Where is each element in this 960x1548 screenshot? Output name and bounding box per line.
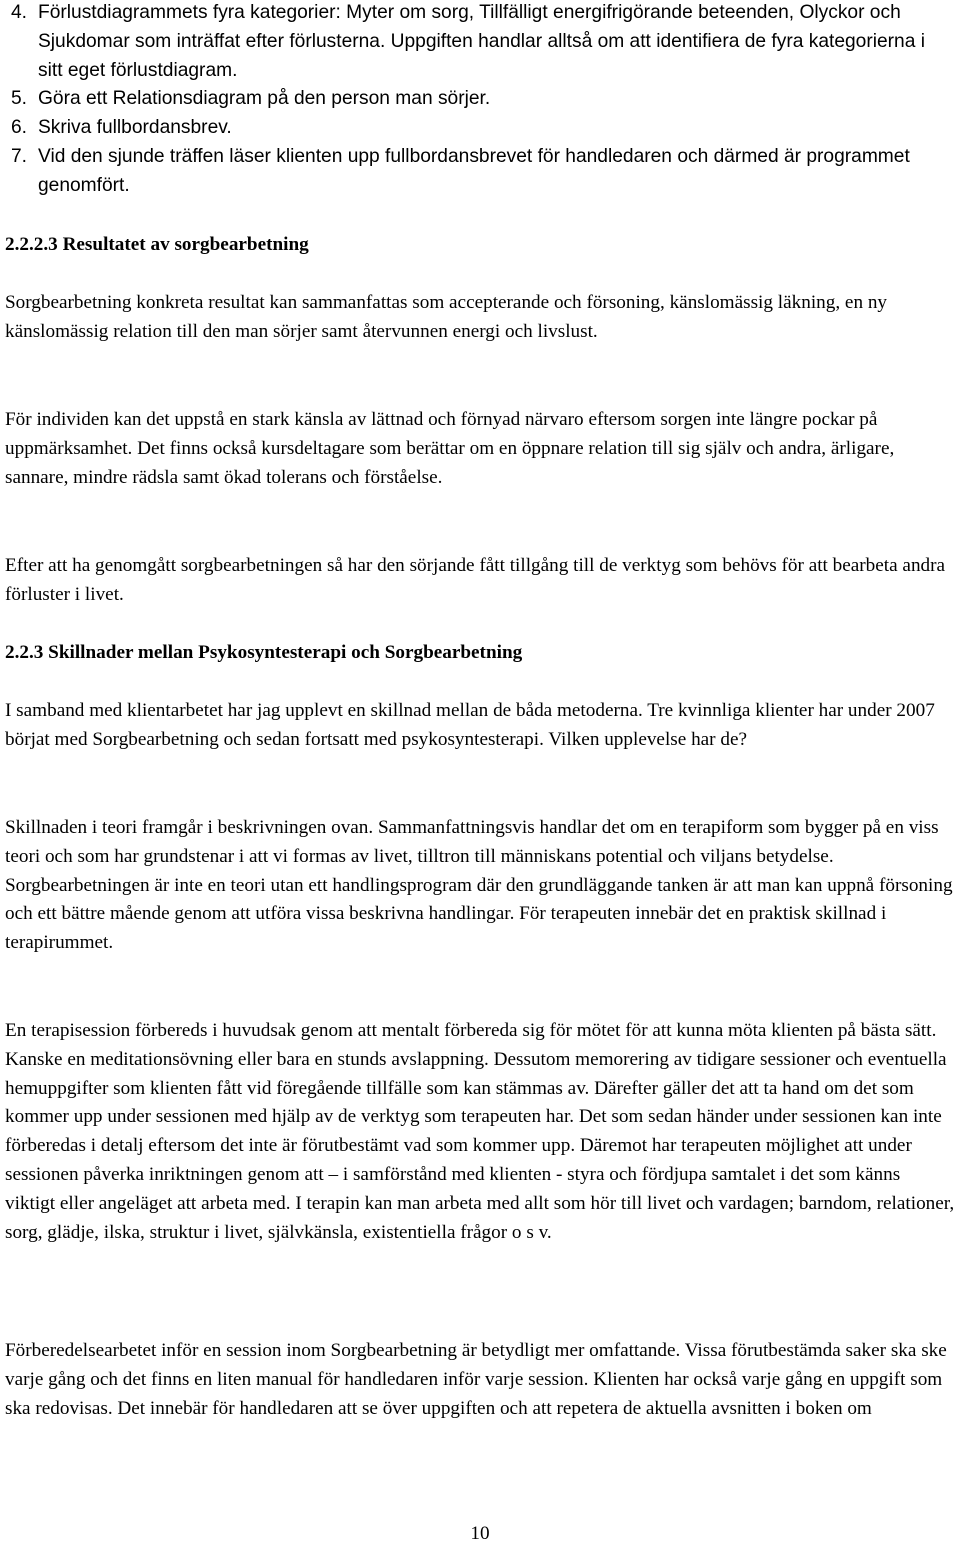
paragraph: Förberedelsearbetet inför en session inom Sorgbearbetning är betydligt mer omfattande. Vissa förutbestämda saker ska ske varje gång och det finns en liten manual för handledaren inför varje session. Klienten har också varje gång en uppgift som ska redovisas. Det innebär för handledaren att se över uppgiften och att repetera de aktuella avsnitten i boken om [5, 1340, 947, 1419]
section-heading-resultatet: 2.2.2.3 Resultatet av sorgbearbetning [5, 234, 309, 255]
list-number: 4. [10, 2, 27, 23]
list-number: 6. [10, 117, 27, 139]
paragraph: Skillnaden i teori framgår i beskrivningen ovan. Sammanfattningsvis handlar det om en terapiform som bygger på en viss teori och som har grundstenar i att vi formas av livet, tilltron till människans potential och viljans betydelse. Sorgbearbetningen är inte en teori utan ett handlingsprogram där den grundläggande tanken är att man kan uppnå försoning och ett bättre mående genom att utföra vissa beskrivna handlingar. För terapeuten innebär det en praktisk skillnad i terapirummet. [5, 817, 953, 954]
numbered-list [0, 0, 945, 201]
list-text: Vid den sjunde träffen läser klienten upp fullbordansbrevet för handledaren och därmed är programmet genomfört. [38, 145, 910, 196]
list-item [0, 0, 945, 85]
list-item [0, 143, 945, 201]
paragraph: Efter att ha genomgått sorgbearbetningen så har den sörjande fått tillgång till de verktyg som behövs för att bearbeta andra förluster i livet. [5, 555, 946, 605]
section-heading-skillnader: 2.2.3 Skillnader mellan Psykosyntesterapi och Sorgbearbetning [5, 642, 523, 663]
page-number: 10 [470, 1523, 490, 1544]
list-number: 7. [10, 145, 27, 167]
list-item [0, 114, 945, 143]
paragraph: För individen kan det uppstå en stark känsla av lättnad och förnyad närvaro eftersom sorgen inte längre pockar på uppmärksamhet. Det finns också kursdeltagare som berättar om en öppnare relation till sig själv och andra, ärligare, sannare, mindre rädsla samt ökad tolerans och förståelse. [5, 409, 895, 488]
paragraph: En terapisession förbereds i huvudsak genom att mentalt förbereda sig för mötet för att kunna möta klienten på bästa sätt. Kanske en meditationsövning eller bara en stunds avslappning. Dessutom memorering av tidigare sessioner och eventuella hemuppgifter som klienten fått vid föregående tillfälle som kan stämmas av. Därefter gäller det att ta hand om det som kommer upp under sessionen med hjälp av de verktyg som terapeuten har. Det som sedan händer under sessionen kan inte förberedas i detalj eftersom det inte är förutbestämt vad som kommer upp. Däremot har terapeuten möjlighet att under sessionen påverka inriktningen genom att – i samförstånd med klienten - styra och fördjupa samtalet i det som känns viktigt eller angeläget att arbeta med. I terapin kan man arbeta med allt som hör till livet och vardagen; barndom, relationer, sorg, glädje, ilska, struktur i livet, självkänsla, existentiella frågor o s v. [5, 1020, 955, 1243]
list-text: Göra ett Relationsdiagram på den person man sörjer. [38, 88, 491, 110]
list-text: Skriva fullbordansbrev. [38, 117, 232, 139]
paragraph: I samband med klientarbetet har jag upplevt en skillnad mellan de båda metoderna. Tre kvinnliga klienter har under 2007 börjat med Sorgbearbetning och sedan fortsatt med psykosyntesterapi. Vilken upplevelse har de? [5, 700, 935, 750]
list-number: 5. [10, 88, 27, 110]
paragraph: Sorgbearbetning konkreta resultat kan sammanfattas som accepterande och försoning, känslomässig läkning, en ny känslomässig relation till den man sörjer samt återvunnen energi och livslust. [5, 292, 888, 342]
list-item [0, 85, 945, 114]
list-text: Förlustdiagrammets fyra kategorier: Myter om sorg, Tillfälligt energifrigörande beteenden, Olyckor och Sjukdomar som inträffat efter förlusterna. Uppgiften handlar alltså om att identifiera de fyra kategorierna i sitt eget förlustdiagram. [38, 2, 925, 81]
